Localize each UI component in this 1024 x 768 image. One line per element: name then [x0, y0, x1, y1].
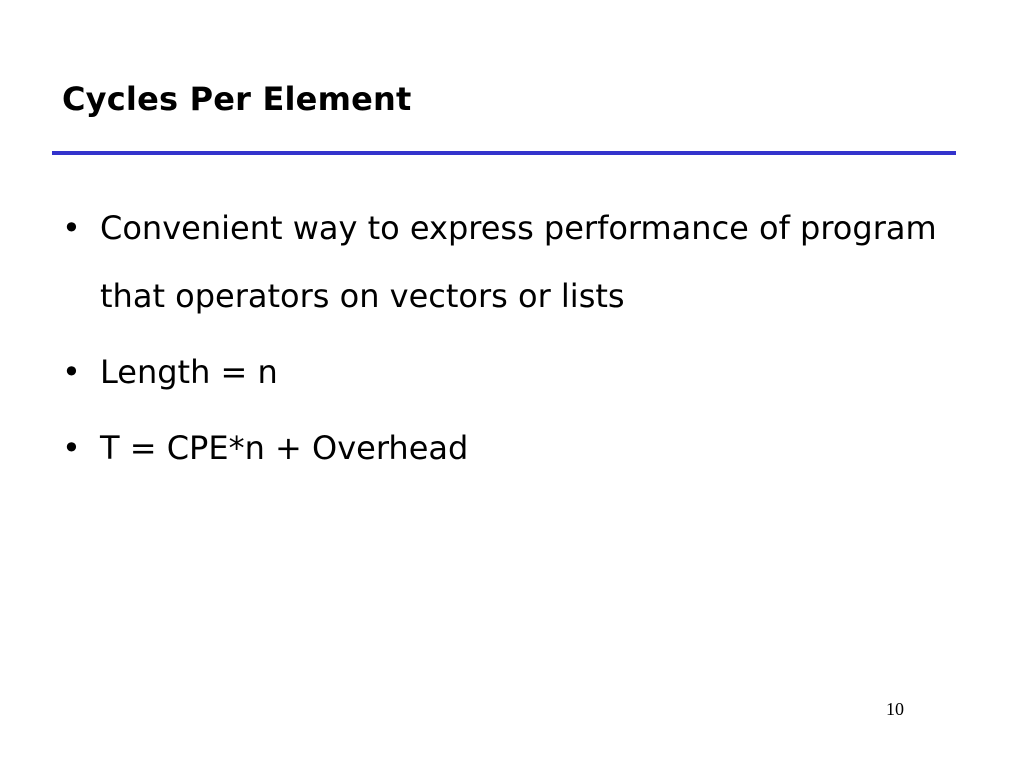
- bullet-text: Length = n: [100, 353, 278, 391]
- bullet-list: [62, 194, 942, 490]
- bullet-icon: •: [62, 429, 81, 467]
- bullet-item: [62, 194, 942, 330]
- bullet-text: Convenient way to express performance of program that operators on vectors or lists: [100, 209, 937, 315]
- title-divider: [52, 151, 956, 155]
- page-number: 10: [886, 699, 904, 719]
- bullet-icon: •: [62, 209, 81, 247]
- bullet-item: [62, 338, 942, 406]
- bullet-icon: •: [62, 353, 81, 391]
- bullet-text: T = CPE*n + Overhead: [100, 429, 469, 467]
- bullet-item: [62, 414, 942, 482]
- slide-title: Cycles Per Element: [62, 80, 412, 118]
